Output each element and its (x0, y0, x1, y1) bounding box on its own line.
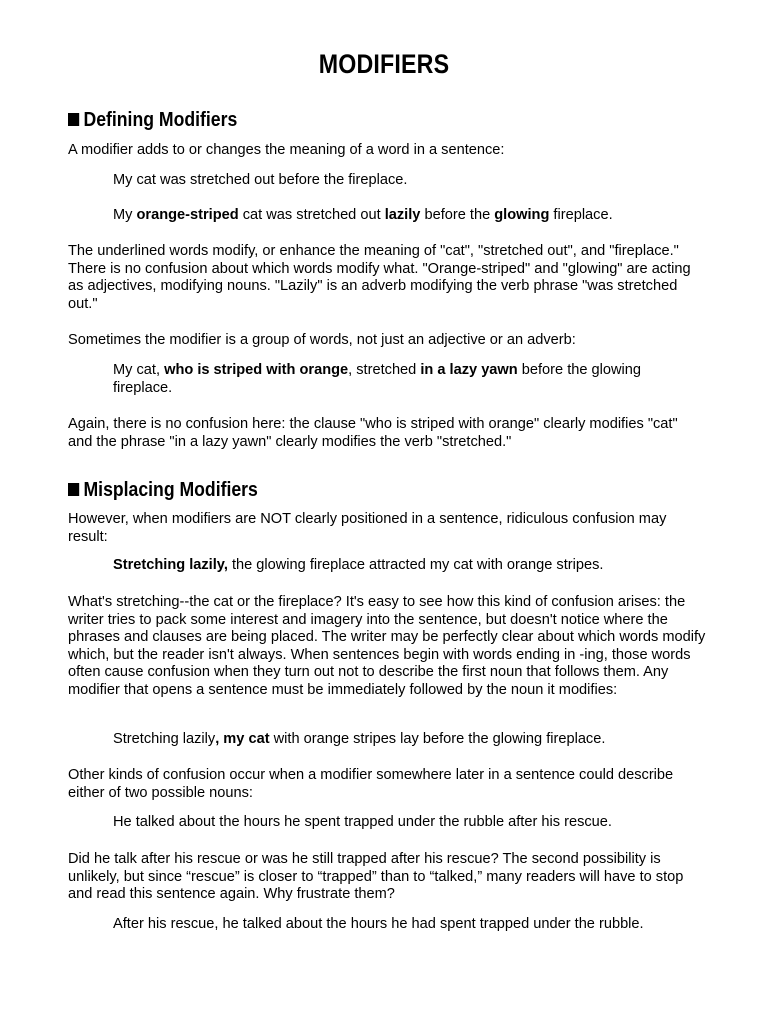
text-run: before the (420, 207, 495, 223)
paragraph: A modifier adds to or changes the meaning of a word in a sentence: (68, 142, 505, 158)
bold-run: who is striped with orange (164, 362, 349, 378)
text-run: cat was stretched out (238, 207, 385, 223)
example-sentence (113, 557, 713, 575)
text-run: with orange stripes lay before the glowing fireplace. (269, 731, 606, 747)
section-heading-text: Defining Modifiers (83, 108, 238, 131)
square-bullet-icon (68, 483, 79, 496)
section-heading-misplacing (68, 478, 258, 502)
bold-run: Stretching lazily, (113, 557, 228, 573)
bold-run: orange-striped (136, 207, 239, 223)
page-title: MODIFIERS (318, 49, 450, 79)
example-sentence: After his rescue, he talked about the hours he had spent trapped under the rubble. (113, 916, 644, 932)
text-run: , stretched (348, 362, 421, 378)
paragraph: Sometimes the modifier is a group of words, not just an adjective or an adverb: (68, 332, 576, 348)
example-sentence (113, 362, 673, 397)
text-run: My (113, 207, 137, 223)
paragraph: Again, there is no confusion here: the clause "who is striped with orange" clearly modifies "cat" and the phrase "in a lazy yawn" clearly modifies the verb "stretched." (68, 416, 678, 450)
bold-run: in a lazy yawn (420, 362, 518, 378)
paragraph: Other kinds of confusion occur when a modifier somewhere later in a sentence could describe either of two possible nouns: (68, 767, 674, 801)
example-sentence (113, 207, 713, 225)
bold-run: glowing (494, 207, 550, 223)
text-run: My cat, (113, 362, 165, 378)
section-heading-text: Misplacing Modifiers (83, 478, 258, 501)
section-heading-defining (68, 108, 237, 132)
paragraph: What's stretching--the cat or the fireplace? It's easy to see how this kind of confusion arises: the writer tries to pack some interest and imagery into the sentence, but doesn't notice where the phrases and clauses are being placed. The writer may be perfectly clear about which words modify which, but the reader isn't always. When sentences begin with words ending in -ing, those words often cause confusion when they turn out not to describe the first noun that follows them. Any modifier that opens a sentence must be immediately followed by the noun it modifies: (68, 594, 706, 698)
square-bullet-icon (68, 113, 79, 126)
text-run: fireplace. (549, 207, 613, 223)
paragraph: However, when modifiers are NOT clearly positioned in a sentence, ridiculous confusion may result: (68, 511, 667, 545)
text-run: Stretching lazily (113, 731, 216, 747)
bold-run: lazily (384, 207, 421, 223)
paragraph: Did he talk after his rescue or was he still trapped after his rescue? The second possibility is unlikely, but since “rescue” is closer to “trapped” than to “talked,” many readers will have to stop and read this sentence again. Why frustrate them? (68, 851, 684, 902)
bold-run: , my cat (215, 731, 270, 747)
text-run: before the glowing fireplace. (113, 362, 642, 396)
example-sentence (113, 731, 713, 749)
example-sentence: He talked about the hours he spent trapped under the rubble after his rescue. (113, 814, 612, 830)
paragraph: The underlined words modify, or enhance the meaning of "cat", "stretched out", and "fireplace." There is no confusion about which words modify what. "Orange-striped" and "glowing" are acting as adjectives, modifying nouns. "Lazily" is an adverb modifying the verb phrase "was stretched out." (68, 243, 691, 312)
example-sentence: My cat was stretched out before the fireplace. (113, 172, 408, 188)
text-run: the glowing fireplace attracted my cat with orange stripes. (227, 557, 604, 573)
